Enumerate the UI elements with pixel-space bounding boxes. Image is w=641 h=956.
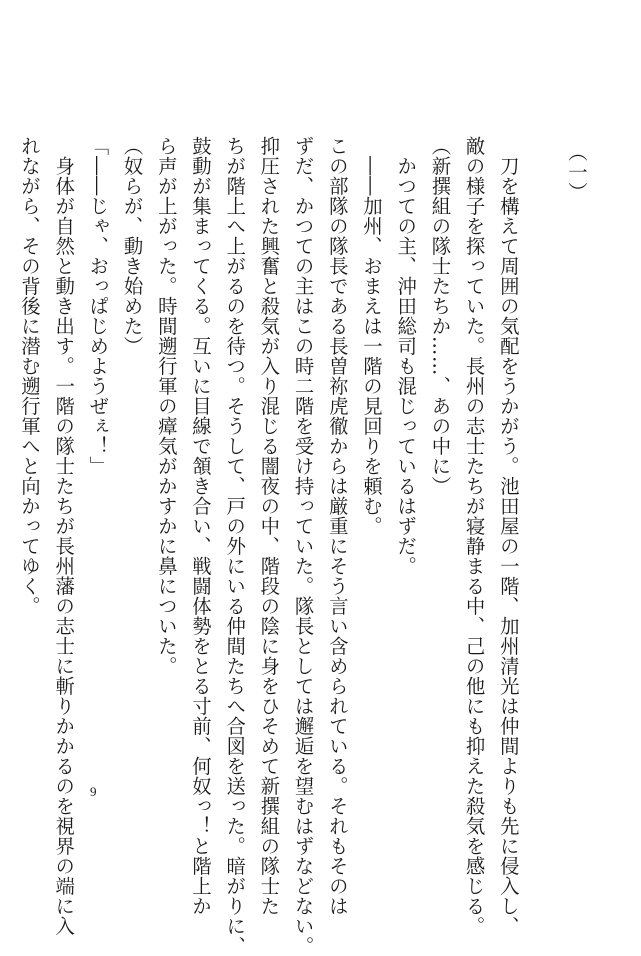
text-line-11: ら声が上がった。時間遡行軍の瘴気がかすかに鼻についた。 [154, 136, 178, 676]
text-line-7: ずだ、かつての主はこの時二階を受け持っていた。隊長としては邂逅を望むはずなどない。 [291, 136, 315, 956]
text-line-4: かつての主、沖田総司も混じっているはずだ。 [394, 156, 418, 576]
text-line-2: 敵の様子を探っていた。長州の志士たちが寝静まる中、己の他にも抑えた殺気を感じる。 [462, 136, 486, 936]
chapter-heading: （一） [565, 142, 588, 202]
text-line-15: れながら、その背後に潜む遡行軍へと向かってゆく。 [17, 136, 41, 616]
text-line-10: 鼓動が集まってくる。互いに目線で頷き合い、戦闘体勢をとる寸前、何奴っ！と階上か [188, 136, 212, 916]
text-line-3: （新撰組の隊士たちか……、あの中に） [428, 136, 452, 496]
text-line-14: 身体が自然と動き出す。一階の隊士たちが長州藩の志士に斬りかかるのを視界の端に入 [52, 156, 76, 936]
text-line-5: ――加州、おまえは一階の見回りを頼む。 [359, 156, 383, 536]
text-line-12: （奴らが、動き始めた） [120, 136, 144, 356]
text-line-1: 刀を構えて周囲の気配をうかがう。池田屋の一階、加州清光は仲間よりも先に侵入し、 [496, 156, 520, 936]
page-number: 9 [90, 784, 97, 799]
text-line-8: 抑圧された興奮と殺気が入り混じる闇夜の中、階段の陰に身をひそめて新撰組の隊士た [257, 136, 281, 916]
text-line-13: 「――じゃ、おっぱじめようぜぇ！」 [86, 136, 110, 476]
text-line-6: この部隊の隊長である長曽祢虎徹からは厳重にそう言い含められている。それもそのは [325, 136, 349, 916]
text-line-9: ちが階上へ上がるのを待つ。そうして、戸の外にいる仲間たちへ合図を送った。暗がりに、 [223, 136, 247, 956]
vertical-text-block [12, 136, 593, 956]
